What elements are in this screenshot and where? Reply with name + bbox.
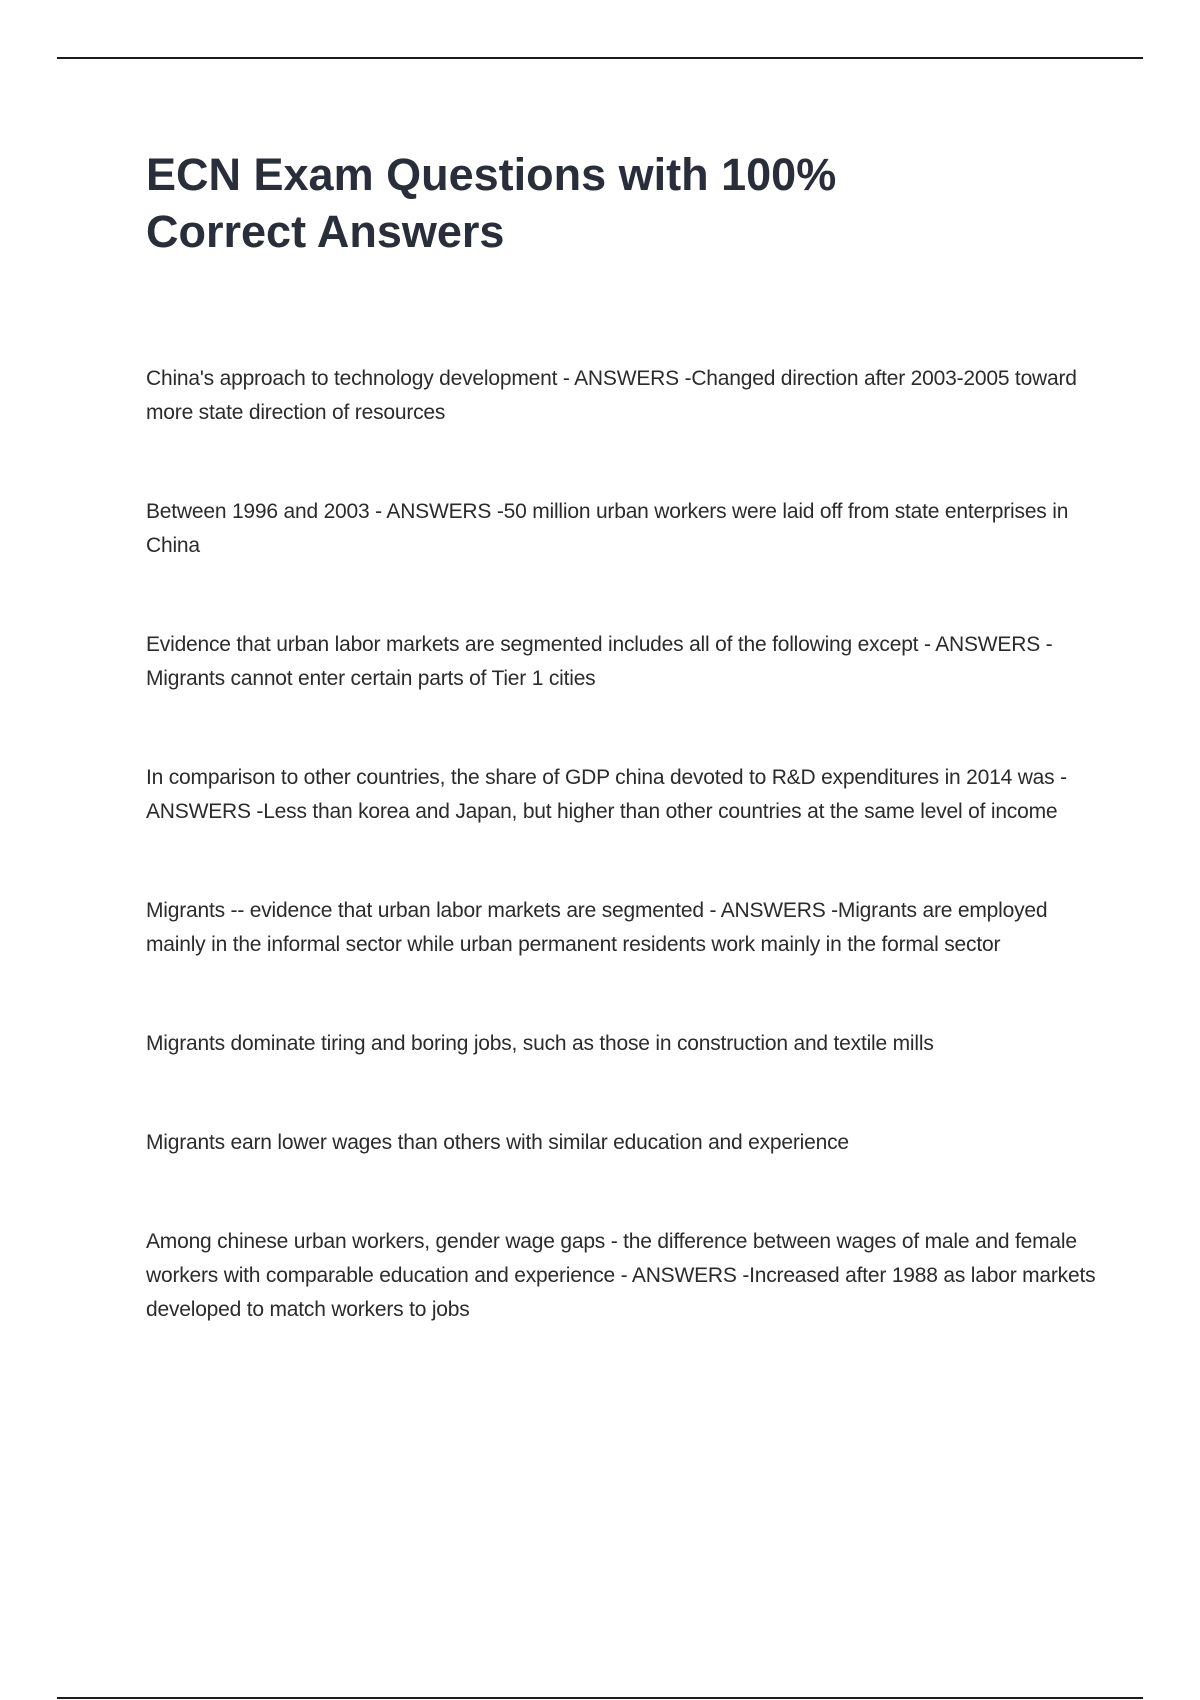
qa-entry: Migrants -- evidence that urban labor markets are segmented - ANSWERS -Migrants are employed mainly in the informal sector while urban permanent residents work mainly in the formal sector [146,899,1048,956]
qa-entry: Among chinese urban workers, gender wage gaps - the difference between wages of male and female workers with comparable education and experience - ANSWERS -Increased after 1988 as labor markets developed to match workers to jobs [146,1230,1096,1321]
qa-entry: Evidence that urban labor markets are segmented includes all of the following except - ANSWERS -Migrants cannot enter certain parts of Tier 1 cities [146,633,1053,690]
qa-entry: In comparison to other countries, the share of GDP china devoted to R&D expenditures in 2014 was - ANSWERS -Less than korea and Japan, but higher than other countries at the same level of income [146,766,1067,823]
footer-divider [57,1697,1143,1699]
qa-entry: Migrants dominate tiring and boring jobs, such as those in construction and textile mills [146,1032,934,1055]
document-title: ECN Exam Questions with 100% Correct Answers [146,149,837,257]
document-body [146,146,1096,1392]
qa-entry: Between 1996 and 2003 - ANSWERS -50 million urban workers were laid off from state enterprises in China [146,500,1069,557]
header-divider [57,57,1143,59]
qa-entry: China's approach to technology development - ANSWERS -Changed direction after 2003-2005 toward more state direction of resources [146,367,1077,424]
qa-entry: Migrants earn lower wages than others with similar education and experience [146,1131,849,1154]
qa-list [146,362,1096,1327]
